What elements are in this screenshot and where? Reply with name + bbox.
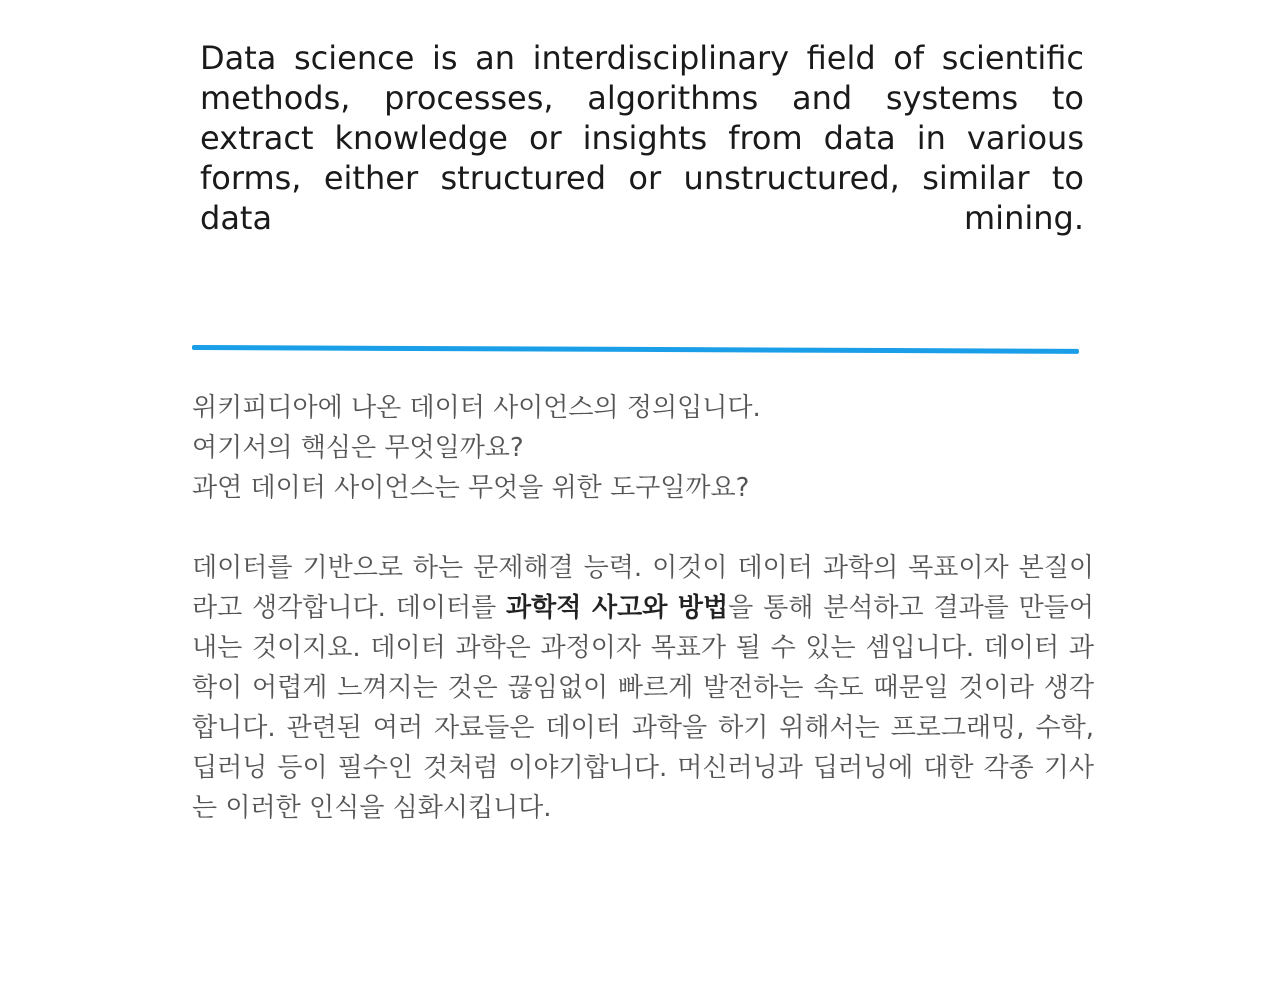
intro-paragraph bbox=[192, 388, 1092, 508]
intro-line-1: 위키피디아에 나온 데이터 사이언스의 정의입니다. bbox=[192, 393, 761, 423]
body-text-after-bold: 을 통해 분석하고 결과를 만들어내는 것이지요. 데이터 과학은 과정이자 목표가 될 수 있는 셈입니다. 데이터 과학이 어렵게 느껴지는 것은 끊임없이 빠르게 발전하는 속도 때문일 것이라 생각합니다. 관련된 여러 자료들은 데이터 과학을 하기 위해서는 프로그래밍, 수학, 딥러닝 등이 필수인 것처럼 이야기합니다. 머신러닝과 딥러닝에 대한 각종 기사는 이러한 인식을 심화시킵니다. bbox=[192, 593, 1095, 823]
body-paragraph bbox=[192, 548, 1094, 828]
section-divider bbox=[192, 345, 1079, 354]
intro-line-2: 여기서의 핵심은 무엇일까요? bbox=[192, 433, 524, 463]
body-bold-phrase: 과학적 사고와 방법 bbox=[506, 593, 729, 623]
intro-line-3: 과연 데이터 사이언스는 무엇을 위한 도구일까요? bbox=[192, 473, 750, 503]
english-definition-quote: Data science is an interdisciplinary field of scientific methods, processes, algorithms and systems to extract knowledge or insights from data in various forms, either structured or unstructured, similar to data mining. bbox=[200, 39, 1084, 237]
body-text-before-bold: 데이터를 기반으로 하는 문제해결 능력. 이것이 데이터 과학의 목표이자 본질이라고 생각합니다. 데이터를 bbox=[192, 553, 1095, 623]
